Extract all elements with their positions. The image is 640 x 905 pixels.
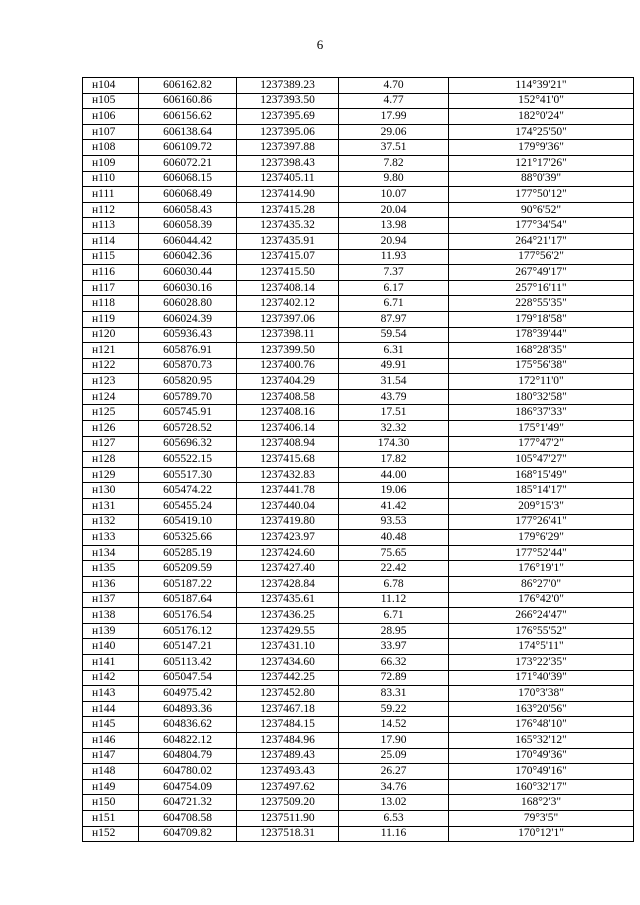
bearing-cell: 179°18'58" [449, 311, 634, 327]
x-coordinate-cell: 605696.32 [139, 436, 237, 452]
y-coordinate-cell: 1237442.25 [237, 670, 339, 686]
bearing-cell: 175°1'49" [449, 421, 634, 437]
table-row [83, 764, 634, 780]
distance-cell: 20.04 [339, 202, 449, 218]
point-id-cell: н142 [83, 670, 139, 686]
table-row [83, 233, 634, 249]
table-row [83, 810, 634, 826]
table-body [83, 78, 634, 842]
point-id-cell: н120 [83, 327, 139, 343]
table-row [83, 732, 634, 748]
y-coordinate-cell: 1237435.91 [237, 233, 339, 249]
bearing-cell: 174°5'11" [449, 639, 634, 655]
y-coordinate-cell: 1237408.94 [237, 436, 339, 452]
point-id-cell: н140 [83, 639, 139, 655]
distance-cell: 17.90 [339, 732, 449, 748]
table-row [83, 140, 634, 156]
distance-cell: 87.97 [339, 311, 449, 327]
point-id-cell: н107 [83, 124, 139, 140]
y-coordinate-cell: 1237434.60 [237, 654, 339, 670]
distance-cell: 25.09 [339, 748, 449, 764]
point-id-cell: н152 [83, 826, 139, 842]
y-coordinate-cell: 1237415.68 [237, 452, 339, 468]
bearing-cell: 176°55'52" [449, 623, 634, 639]
point-id-cell: н126 [83, 421, 139, 437]
point-id-cell: н138 [83, 608, 139, 624]
point-id-cell: н146 [83, 732, 139, 748]
table-row [83, 639, 634, 655]
x-coordinate-cell: 606109.72 [139, 140, 237, 156]
distance-cell: 17.99 [339, 109, 449, 125]
table-row [83, 499, 634, 515]
table-row [83, 311, 634, 327]
y-coordinate-cell: 1237408.14 [237, 280, 339, 296]
distance-cell: 6.71 [339, 296, 449, 312]
page-number: 6 [316, 37, 324, 52]
table-row [83, 623, 634, 639]
table-row [83, 280, 634, 296]
table-row [83, 93, 634, 109]
x-coordinate-cell: 606138.64 [139, 124, 237, 140]
bearing-cell: 177°50'12" [449, 187, 634, 203]
point-id-cell: н151 [83, 810, 139, 826]
bearing-cell: 160°32'17" [449, 779, 634, 795]
bearing-cell: 114°39'21" [449, 78, 634, 94]
point-id-cell: н129 [83, 467, 139, 483]
table-row [83, 592, 634, 608]
bearing-cell: 176°42'0" [449, 592, 634, 608]
table-row [83, 686, 634, 702]
table-row [83, 483, 634, 499]
table-row [83, 717, 634, 733]
bearing-cell: 180°32'58" [449, 389, 634, 405]
point-id-cell: н109 [83, 155, 139, 171]
y-coordinate-cell: 1237467.18 [237, 701, 339, 717]
table-row [83, 467, 634, 483]
bearing-cell: 178°39'44" [449, 327, 634, 343]
table-row [83, 187, 634, 203]
point-id-cell: н123 [83, 374, 139, 390]
distance-cell: 43.79 [339, 389, 449, 405]
x-coordinate-cell: 606058.43 [139, 202, 237, 218]
distance-cell: 22.42 [339, 561, 449, 577]
bearing-cell: 177°47'2" [449, 436, 634, 452]
distance-cell: 17.82 [339, 452, 449, 468]
point-id-cell: н132 [83, 514, 139, 530]
distance-cell: 34.76 [339, 779, 449, 795]
y-coordinate-cell: 1237397.06 [237, 311, 339, 327]
x-coordinate-cell: 606068.15 [139, 171, 237, 187]
bearing-cell: 86°27'0" [449, 577, 634, 593]
distance-cell: 20.94 [339, 233, 449, 249]
table-row [83, 265, 634, 281]
x-coordinate-cell: 605285.19 [139, 545, 237, 561]
bearing-cell: 176°48'10" [449, 717, 634, 733]
bearing-cell: 174°25'50" [449, 124, 634, 140]
x-coordinate-cell: 605870.73 [139, 358, 237, 374]
y-coordinate-cell: 1237398.11 [237, 327, 339, 343]
x-coordinate-cell: 605820.95 [139, 374, 237, 390]
y-coordinate-cell: 1237402.12 [237, 296, 339, 312]
table-row [83, 374, 634, 390]
table-row [83, 202, 634, 218]
point-id-cell: н136 [83, 577, 139, 593]
point-id-cell: н134 [83, 545, 139, 561]
y-coordinate-cell: 1237406.14 [237, 421, 339, 437]
point-id-cell: н150 [83, 795, 139, 811]
table-row [83, 124, 634, 140]
x-coordinate-cell: 605147.21 [139, 639, 237, 655]
x-coordinate-cell: 604836.62 [139, 717, 237, 733]
distance-cell: 6.78 [339, 577, 449, 593]
x-coordinate-cell: 604709.82 [139, 826, 237, 842]
distance-cell: 26.27 [339, 764, 449, 780]
table-row [83, 78, 634, 94]
y-coordinate-cell: 1237415.28 [237, 202, 339, 218]
y-coordinate-cell: 1237427.40 [237, 561, 339, 577]
boundary-points-table [82, 77, 634, 842]
distance-cell: 49.91 [339, 358, 449, 374]
y-coordinate-cell: 1237452.80 [237, 686, 339, 702]
y-coordinate-cell: 1237408.16 [237, 405, 339, 421]
table-row [83, 530, 634, 546]
point-id-cell: н145 [83, 717, 139, 733]
bearing-cell: 175°56'38" [449, 358, 634, 374]
bearing-cell: 170°49'36" [449, 748, 634, 764]
table-row [83, 608, 634, 624]
distance-cell: 6.53 [339, 810, 449, 826]
x-coordinate-cell: 605187.64 [139, 592, 237, 608]
point-id-cell: н131 [83, 499, 139, 515]
table-row [83, 577, 634, 593]
table-row [83, 452, 634, 468]
point-id-cell: н127 [83, 436, 139, 452]
distance-cell: 31.54 [339, 374, 449, 390]
x-coordinate-cell: 604708.58 [139, 810, 237, 826]
bearing-cell: 257°16'11" [449, 280, 634, 296]
point-id-cell: н114 [83, 233, 139, 249]
bearing-cell: 176°19'1" [449, 561, 634, 577]
table-row [83, 218, 634, 234]
y-coordinate-cell: 1237395.06 [237, 124, 339, 140]
y-coordinate-cell: 1237432.83 [237, 467, 339, 483]
bearing-cell: 267°49'17" [449, 265, 634, 281]
x-coordinate-cell: 605789.70 [139, 389, 237, 405]
bearing-cell: 182°0'24" [449, 109, 634, 125]
table-row [83, 779, 634, 795]
y-coordinate-cell: 1237518.31 [237, 826, 339, 842]
bearing-cell: 177°52'44" [449, 545, 634, 561]
table-row [83, 405, 634, 421]
x-coordinate-cell: 606160.86 [139, 93, 237, 109]
point-id-cell: н108 [83, 140, 139, 156]
y-coordinate-cell: 1237511.90 [237, 810, 339, 826]
point-id-cell: н148 [83, 764, 139, 780]
point-id-cell: н135 [83, 561, 139, 577]
y-coordinate-cell: 1237441.78 [237, 483, 339, 499]
distance-cell: 29.06 [339, 124, 449, 140]
point-id-cell: н139 [83, 623, 139, 639]
distance-cell: 40.48 [339, 530, 449, 546]
x-coordinate-cell: 605325.66 [139, 530, 237, 546]
x-coordinate-cell: 604721.32 [139, 795, 237, 811]
y-coordinate-cell: 1237435.61 [237, 592, 339, 608]
y-coordinate-cell: 1237489.43 [237, 748, 339, 764]
x-coordinate-cell: 604975.42 [139, 686, 237, 702]
y-coordinate-cell: 1237419.80 [237, 514, 339, 530]
distance-cell: 10.07 [339, 187, 449, 203]
point-id-cell: н124 [83, 389, 139, 405]
point-id-cell: н104 [83, 78, 139, 94]
point-id-cell: н133 [83, 530, 139, 546]
x-coordinate-cell: 605209.59 [139, 561, 237, 577]
x-coordinate-cell: 605474.22 [139, 483, 237, 499]
table-row [83, 327, 634, 343]
y-coordinate-cell: 1237389.23 [237, 78, 339, 94]
y-coordinate-cell: 1237440.04 [237, 499, 339, 515]
point-id-cell: н147 [83, 748, 139, 764]
table-row [83, 795, 634, 811]
y-coordinate-cell: 1237428.84 [237, 577, 339, 593]
distance-cell: 11.16 [339, 826, 449, 842]
table-row [83, 358, 634, 374]
bearing-cell: 185°14'17" [449, 483, 634, 499]
distance-cell: 59.54 [339, 327, 449, 343]
y-coordinate-cell: 1237415.07 [237, 249, 339, 265]
point-id-cell: н149 [83, 779, 139, 795]
distance-cell: 14.52 [339, 717, 449, 733]
y-coordinate-cell: 1237429.55 [237, 623, 339, 639]
point-id-cell: н144 [83, 701, 139, 717]
distance-cell: 44.00 [339, 467, 449, 483]
x-coordinate-cell: 605455.24 [139, 499, 237, 515]
distance-cell: 4.70 [339, 78, 449, 94]
y-coordinate-cell: 1237393.50 [237, 93, 339, 109]
bearing-cell: 179°6'29" [449, 530, 634, 546]
distance-cell: 13.02 [339, 795, 449, 811]
table-row [83, 670, 634, 686]
y-coordinate-cell: 1237424.60 [237, 545, 339, 561]
y-coordinate-cell: 1237414.90 [237, 187, 339, 203]
y-coordinate-cell: 1237436.25 [237, 608, 339, 624]
point-id-cell: н119 [83, 311, 139, 327]
point-id-cell: н143 [83, 686, 139, 702]
table-row [83, 343, 634, 359]
point-id-cell: н121 [83, 343, 139, 359]
bearing-cell: 177°56'2" [449, 249, 634, 265]
bearing-cell: 90°6'52" [449, 202, 634, 218]
distance-cell: 13.98 [339, 218, 449, 234]
table-row [83, 748, 634, 764]
bearing-cell: 79°3'5" [449, 810, 634, 826]
table-row [83, 561, 634, 577]
distance-cell: 6.17 [339, 280, 449, 296]
y-coordinate-cell: 1237493.43 [237, 764, 339, 780]
distance-cell: 7.37 [339, 265, 449, 281]
distance-cell: 28.95 [339, 623, 449, 639]
point-id-cell: н110 [83, 171, 139, 187]
x-coordinate-cell: 605176.12 [139, 623, 237, 639]
y-coordinate-cell: 1237509.20 [237, 795, 339, 811]
x-coordinate-cell: 605419.10 [139, 514, 237, 530]
distance-cell: 6.71 [339, 608, 449, 624]
x-coordinate-cell: 604804.79 [139, 748, 237, 764]
x-coordinate-cell: 606024.39 [139, 311, 237, 327]
x-coordinate-cell: 605517.30 [139, 467, 237, 483]
bearing-cell: 177°34'54" [449, 218, 634, 234]
table-row [83, 296, 634, 312]
y-coordinate-cell: 1237408.58 [237, 389, 339, 405]
distance-cell: 11.12 [339, 592, 449, 608]
y-coordinate-cell: 1237431.10 [237, 639, 339, 655]
distance-cell: 93.53 [339, 514, 449, 530]
x-coordinate-cell: 604822.12 [139, 732, 237, 748]
bearing-cell: 171°40'39" [449, 670, 634, 686]
y-coordinate-cell: 1237484.15 [237, 717, 339, 733]
y-coordinate-cell: 1237404.29 [237, 374, 339, 390]
x-coordinate-cell: 605047.54 [139, 670, 237, 686]
point-id-cell: н122 [83, 358, 139, 374]
point-id-cell: н113 [83, 218, 139, 234]
distance-cell: 6.31 [339, 343, 449, 359]
x-coordinate-cell: 604754.09 [139, 779, 237, 795]
table-row [83, 514, 634, 530]
table-row [83, 249, 634, 265]
table-row [83, 421, 634, 437]
bearing-cell: 228°55'35" [449, 296, 634, 312]
point-id-cell: н115 [83, 249, 139, 265]
table-row [83, 109, 634, 125]
point-id-cell: н128 [83, 452, 139, 468]
bearing-cell: 170°12'1" [449, 826, 634, 842]
bearing-cell: 168°2'3" [449, 795, 634, 811]
point-id-cell: н137 [83, 592, 139, 608]
distance-cell: 4.77 [339, 93, 449, 109]
y-coordinate-cell: 1237497.62 [237, 779, 339, 795]
y-coordinate-cell: 1237398.43 [237, 155, 339, 171]
point-id-cell: н141 [83, 654, 139, 670]
x-coordinate-cell: 606044.42 [139, 233, 237, 249]
point-id-cell: н116 [83, 265, 139, 281]
distance-cell: 75.65 [339, 545, 449, 561]
point-id-cell: н117 [83, 280, 139, 296]
table-row [83, 654, 634, 670]
distance-cell: 19.06 [339, 483, 449, 499]
point-id-cell: н130 [83, 483, 139, 499]
y-coordinate-cell: 1237397.88 [237, 140, 339, 156]
point-id-cell: н118 [83, 296, 139, 312]
bearing-cell: 105°47'27" [449, 452, 634, 468]
distance-cell: 83.31 [339, 686, 449, 702]
x-coordinate-cell: 606030.44 [139, 265, 237, 281]
bearing-cell: 177°26'41" [449, 514, 634, 530]
table-row [83, 701, 634, 717]
y-coordinate-cell: 1237400.76 [237, 358, 339, 374]
point-id-cell: н111 [83, 187, 139, 203]
table-row [83, 545, 634, 561]
point-id-cell: н125 [83, 405, 139, 421]
x-coordinate-cell: 606058.39 [139, 218, 237, 234]
table-row [83, 436, 634, 452]
y-coordinate-cell: 1237415.50 [237, 265, 339, 281]
x-coordinate-cell: 606042.36 [139, 249, 237, 265]
distance-cell: 72.89 [339, 670, 449, 686]
distance-cell: 41.42 [339, 499, 449, 515]
y-coordinate-cell: 1237399.50 [237, 343, 339, 359]
x-coordinate-cell: 605876.91 [139, 343, 237, 359]
x-coordinate-cell: 606028.80 [139, 296, 237, 312]
distance-cell: 59.22 [339, 701, 449, 717]
distance-cell: 33.97 [339, 639, 449, 655]
y-coordinate-cell: 1237423.97 [237, 530, 339, 546]
y-coordinate-cell: 1237484.96 [237, 732, 339, 748]
x-coordinate-cell: 604780.02 [139, 764, 237, 780]
bearing-cell: 179°9'36" [449, 140, 634, 156]
bearing-cell: 168°15'49" [449, 467, 634, 483]
y-coordinate-cell: 1237405.11 [237, 171, 339, 187]
point-id-cell: н106 [83, 109, 139, 125]
bearing-cell: 186°37'33" [449, 405, 634, 421]
x-coordinate-cell: 606068.49 [139, 187, 237, 203]
x-coordinate-cell: 605113.42 [139, 654, 237, 670]
y-coordinate-cell: 1237395.69 [237, 109, 339, 125]
distance-cell: 37.51 [339, 140, 449, 156]
x-coordinate-cell: 606072.21 [139, 155, 237, 171]
x-coordinate-cell: 605745.91 [139, 405, 237, 421]
x-coordinate-cell: 605176.54 [139, 608, 237, 624]
bearing-cell: 88°0'39" [449, 171, 634, 187]
table-row [83, 826, 634, 842]
table-row [83, 171, 634, 187]
table-row [83, 155, 634, 171]
x-coordinate-cell: 605936.43 [139, 327, 237, 343]
x-coordinate-cell: 605728.52 [139, 421, 237, 437]
distance-cell: 174.30 [339, 436, 449, 452]
bearing-cell: 170°49'16" [449, 764, 634, 780]
y-coordinate-cell: 1237435.32 [237, 218, 339, 234]
distance-cell: 7.82 [339, 155, 449, 171]
bearing-cell: 168°28'35" [449, 343, 634, 359]
bearing-cell: 121°17'26" [449, 155, 634, 171]
distance-cell: 66.32 [339, 654, 449, 670]
bearing-cell: 173°22'35" [449, 654, 634, 670]
distance-cell: 32.32 [339, 421, 449, 437]
bearing-cell: 264°21'17" [449, 233, 634, 249]
distance-cell: 17.51 [339, 405, 449, 421]
bearing-cell: 266°24'47" [449, 608, 634, 624]
x-coordinate-cell: 605187.22 [139, 577, 237, 593]
x-coordinate-cell: 606156.62 [139, 109, 237, 125]
distance-cell: 9.80 [339, 171, 449, 187]
point-id-cell: н105 [83, 93, 139, 109]
distance-cell: 11.93 [339, 249, 449, 265]
x-coordinate-cell: 605522.15 [139, 452, 237, 468]
bearing-cell: 209°15'3" [449, 499, 634, 515]
x-coordinate-cell: 606162.82 [139, 78, 237, 94]
x-coordinate-cell: 604893.36 [139, 701, 237, 717]
point-id-cell: н112 [83, 202, 139, 218]
bearing-cell: 152°41'0" [449, 93, 634, 109]
bearing-cell: 172°11'0" [449, 374, 634, 390]
bearing-cell: 170°3'38" [449, 686, 634, 702]
bearing-cell: 163°20'56" [449, 701, 634, 717]
table-row [83, 389, 634, 405]
x-coordinate-cell: 606030.16 [139, 280, 237, 296]
bearing-cell: 165°32'12" [449, 732, 634, 748]
